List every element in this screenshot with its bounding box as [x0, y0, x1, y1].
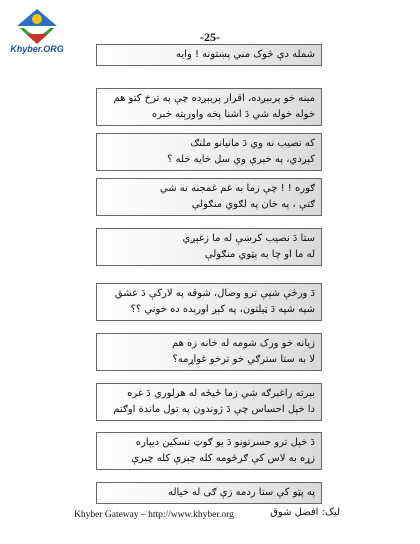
verse-line: لا به ستا سترګي خو ترخو غواړمه؟: [172, 354, 315, 365]
verse-line: مينه خو پربېږده، اقرار پربېږده چې په ترخ کتو هم: [113, 93, 315, 104]
stanza-box: [96, 482, 322, 504]
stanza-box: [96, 133, 322, 171]
verse-line: زړه به لاس کې ګرځومه کله چېرې کله چېرې: [131, 453, 315, 464]
stanza-box: [96, 432, 322, 470]
stanza-box: [96, 228, 322, 266]
stanza-box: [96, 44, 322, 66]
verse-line: دَ ورځې شپې ترو وصال، شوقه په لارکې دَ عشق: [114, 288, 315, 299]
verse-line: بېرته راغېرګه شي زما ځيځه له هرلوري دَ غره: [127, 388, 315, 399]
verse-line: زيانه خو ورک شومه له خانه زه هم: [171, 338, 315, 349]
footer-author: ليک: افضل شوق: [270, 507, 340, 518]
stanza-box: [96, 88, 322, 126]
verse-line: کېږدي، په خېرې وي سل خايه خله ؟: [167, 154, 315, 165]
verse-line: دَ خپل ترو حسرتونو دَ يو ګوټ تسکين ديپاره: [135, 437, 315, 448]
stanza-box: [96, 333, 322, 371]
verse-line: ستا دَ نصيب کرښې له ما زغېږي: [182, 233, 315, 244]
verse-line: له ما او چا به پټوي منګولې: [204, 249, 315, 260]
logo-text: Khyber.ORG: [10, 44, 64, 54]
page-number: -25-: [200, 30, 220, 44]
footer-source: Khyber Gateway – http://www.khyber.org: [74, 510, 234, 520]
verse-line: شمله دې څوک مني پښتونه ! وايه: [176, 49, 315, 60]
verse-line: ګتې ، په خان په لګوي منګولې: [191, 199, 315, 210]
stanza-box: [96, 383, 322, 421]
verse-line: شپه شپه دَ ټيلتون، په کېږ اورېده ده خوني ؟؟: [130, 304, 315, 315]
verse-line: دا خپل احساس چې دَ ژوندون په تول ماندة اوګتم: [113, 404, 315, 415]
verse-line: ګوره ! ! چې زما به غم غمجنه نه شي: [159, 183, 315, 194]
stanza-box: [96, 283, 322, 321]
verse-line: په پټو کې ستا ردمه زې ګی له خياله: [168, 487, 315, 498]
verse-line: خوله خوله شي دَ اشنا پخه واورېته خبره: [151, 109, 315, 120]
stanza-box: [96, 178, 322, 216]
verse-line: که نصيب نه وي دَ مانيانو ملنګ: [190, 138, 315, 149]
